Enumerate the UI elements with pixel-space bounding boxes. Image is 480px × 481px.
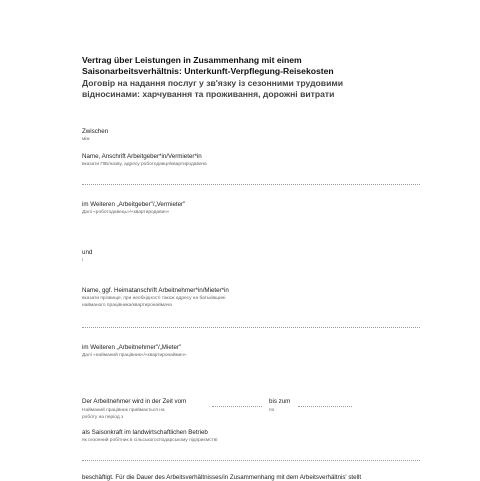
and-label: und	[82, 249, 93, 256]
seasonal-worker-label-uk: як сезонний робітник в сільськогосподарському підприємстві	[82, 438, 218, 443]
period-from-label: Der Arbeitnehmer wird in der Zeit vom	[82, 398, 187, 405]
period-to-label: bis zum	[269, 398, 291, 405]
continuation-text: beschäftigt. Für die Dauer des Arbeitsverhältnisses/in Zusammenhang mit dem Arbeitsverhältnis' stellt	[82, 474, 362, 481]
employer-field-label: Name, Anschrift Arbeitgeber*in/Vermieter*in	[82, 153, 202, 160]
title-german-line-2: Saisonarbeitsverhältnis: Unterkunft-Verpflegung-Reisekosten	[82, 66, 334, 76]
employer-field-label-uk: вказати ПІБ/назву, адресу роботодавця/квартиродавача	[82, 162, 207, 167]
employee-fill-line[interactable]	[82, 327, 420, 328]
employee-alias-uk: Далі «найманий працівник»/«квартиронаймач»	[82, 353, 187, 358]
period-from-label-uk-1: Найманий працівник приймається на	[82, 408, 165, 413]
between-label-uk: між	[82, 137, 90, 142]
employer-alias-uk: Далі «роботодавець»/«квартиродавач»	[82, 210, 170, 215]
period-end-fill-line[interactable]	[298, 406, 352, 407]
seasonal-worker-label: als Saisonkraft im landwirtschaftlichen Betrieb	[82, 429, 208, 436]
employee-field-label-uk-2: найманого працівника/квартиронаймача	[82, 303, 172, 308]
employee-alias: im Weiteren „Arbeitnehmer"/„Mieter"	[82, 344, 182, 351]
and-label-uk: і	[82, 258, 84, 263]
employee-field-label-uk-1: вказати прізвище, при необхідності також адресу на батьківщині	[82, 296, 226, 301]
title-ukrainian-line-1: Договір на надання послуг у зв'язку із сезонними трудовими	[82, 78, 343, 88]
title-ukrainian-line-2: відносинами: харчування та проживання, дорожні витрати	[82, 89, 335, 99]
between-label: Zwischen	[82, 128, 109, 135]
employer-fill-line[interactable]	[82, 184, 420, 185]
period-to-label-uk: по	[269, 408, 275, 413]
farm-fill-line[interactable]	[82, 460, 420, 461]
period-from-label-uk-2: роботу на період з	[82, 415, 124, 420]
title-german-line-1: Vertrag über Leistungen in Zusammenhang mit einem	[82, 55, 302, 65]
employer-alias: im Weiteren „Arbeitgeber"/„Vermieter"	[82, 201, 186, 208]
employee-field-label: Name, ggf. Heimatanschrift Arbeitnehmer*in/Mieter*in	[82, 287, 229, 294]
period-start-fill-line[interactable]	[212, 406, 262, 407]
